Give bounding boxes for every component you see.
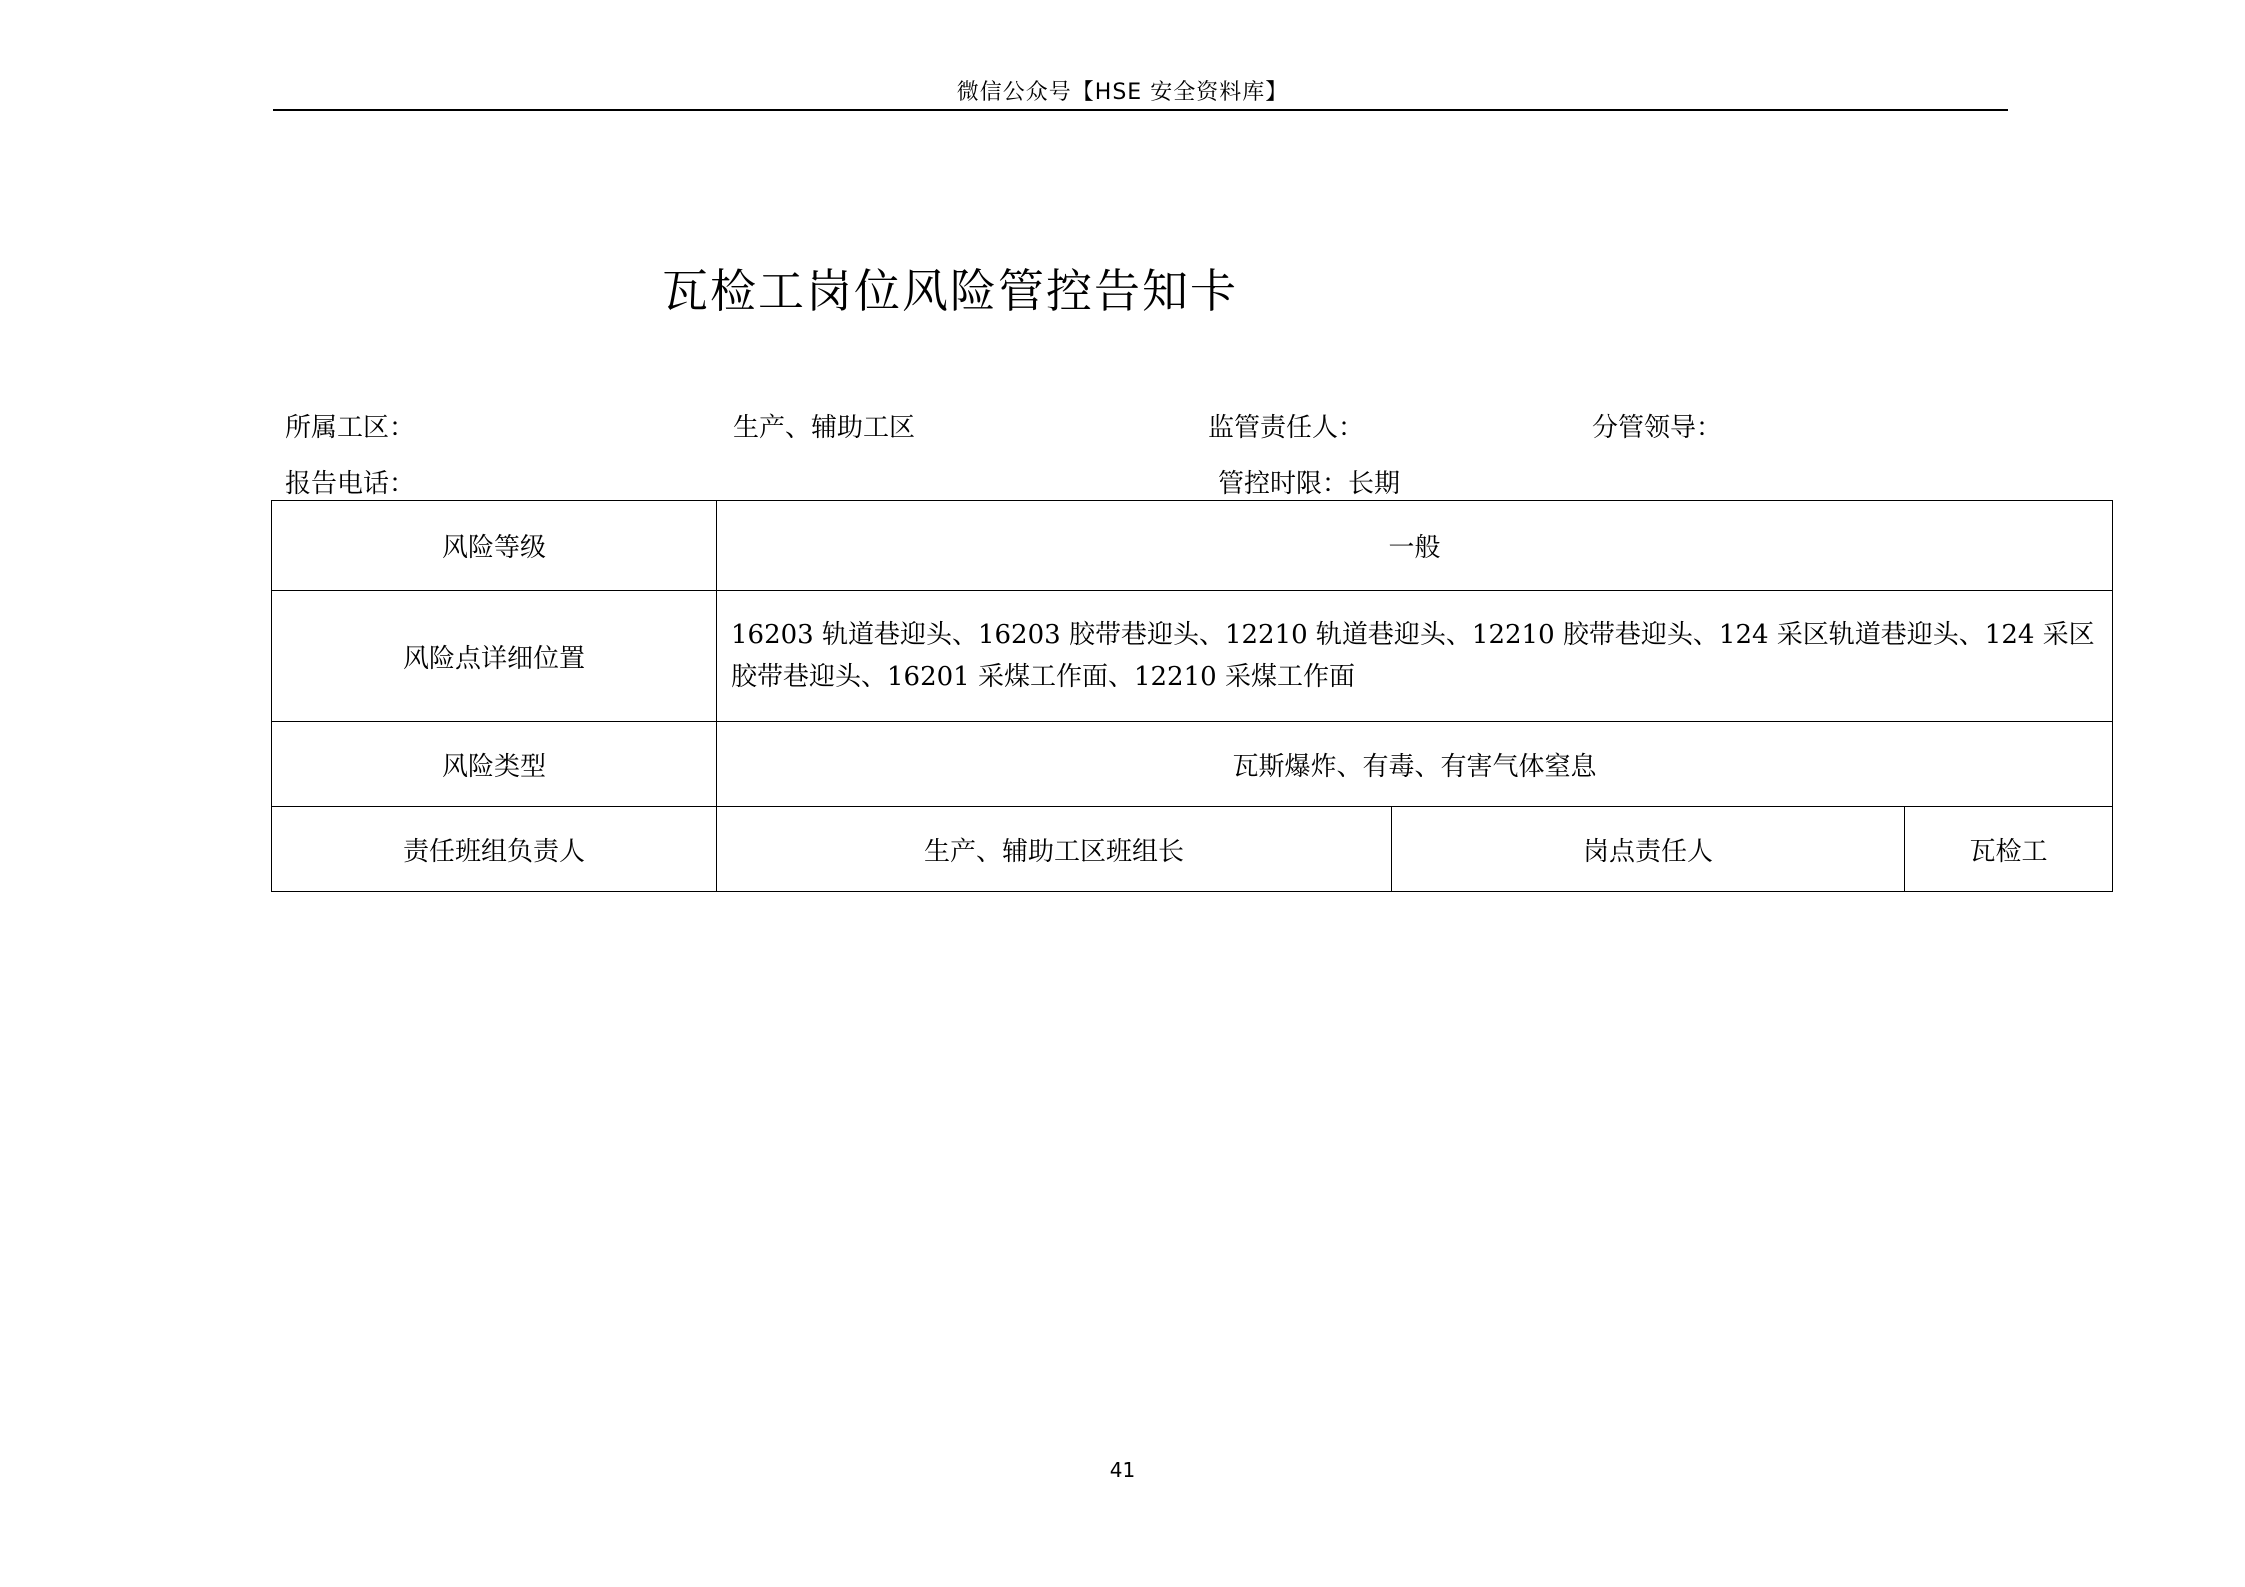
table-row-risk-type — [272, 722, 2113, 807]
risk-level-value: 一般 — [717, 501, 2113, 591]
location-label: 风险点详细位置 — [272, 591, 717, 722]
risk-level-label: 风险等级 — [272, 501, 717, 591]
post-person-value: 瓦检工 — [1905, 807, 2113, 892]
supervisor-label: 监管责任人： — [1208, 413, 1365, 443]
document-title: 瓦检工岗位风险管控告知卡 — [662, 264, 1238, 318]
leader-label: 分管领导： — [1592, 413, 1723, 443]
risk-table — [271, 500, 2113, 892]
table-row-risk-level — [272, 501, 2113, 591]
team-leader-label: 责任班组负责人 — [272, 807, 717, 892]
phone-label: 报告电话： — [285, 469, 416, 499]
header-rule — [273, 109, 2008, 111]
risk-type-value: 瓦斯爆炸、有毒、有害气体窒息 — [717, 722, 2113, 807]
post-person-label: 岗点责任人 — [1392, 807, 1905, 892]
team-leader-value: 生产、辅助工区班组长 — [717, 807, 1392, 892]
table-row-responsible — [272, 807, 2113, 892]
period-label: 管控时限：长期 — [1218, 469, 1401, 499]
area-label: 所属工区： — [285, 413, 416, 443]
page-number: 41 — [1109, 1458, 1136, 1482]
location-value: 16203 轨道巷迎头、16203 胶带巷迎头、12210 轨道巷迎头、12210 胶带巷迎头、124 采区轨道巷迎头、124 采区胶带巷迎头、16201 采煤工作面、12210 采煤工作面 — [717, 591, 2113, 722]
risk-type-label: 风险类型 — [272, 722, 717, 807]
area-value: 生产、辅助工区 — [733, 413, 916, 443]
table-row-location — [272, 591, 2113, 722]
page-header: 微信公众号【HSE 安全资料库】 — [956, 80, 1289, 105]
